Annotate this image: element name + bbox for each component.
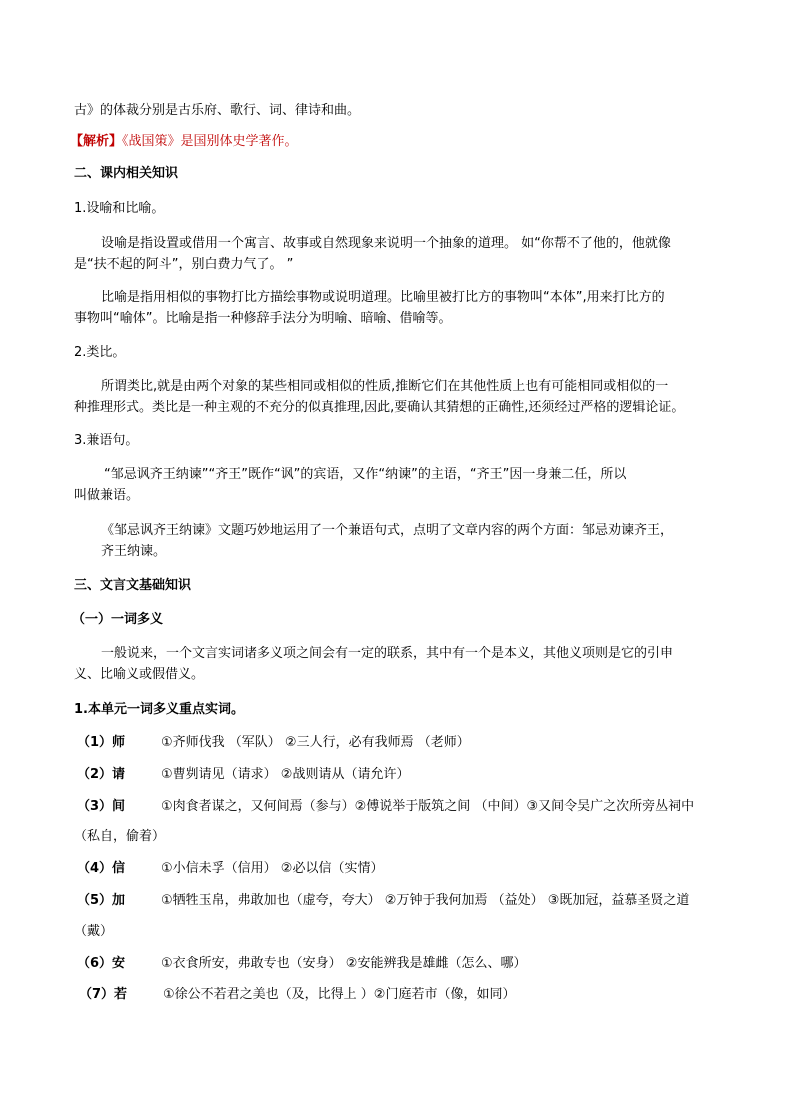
item-text: ①衣食所安，弗敢专也（安身） ②安能辨我是雄雌（怎么、哪） [161,956,527,971]
list-item [77,861,737,877]
paragraph-line: 所谓类比,就是由两个对象的某些相同或相似的性质,推断它们在其他性质上也有可能相同或相似的一 [101,379,669,394]
subsection-heading: （一）一词多义 [72,612,164,627]
item-text: ①肉食者谋之，又何间焉（参与）②傅说举于版筑之间 （中间）③又间令吴广之次所旁丛祠中 [161,799,695,814]
item-number: （3）间 [77,799,126,814]
item-number: （1）师 [77,735,126,750]
subsection-heading: 2.类比。 [74,345,126,360]
item-number: （6）安 [77,956,126,971]
item-text: ①齐师伐我 （军队） ②三人行，必有我师焉 （老师） [161,735,470,750]
item-text: ①徐公不若君之美也（及，比得上 ）②门庭若市（像，如同） [163,987,516,1002]
section-heading-3: 三、文言文基础知识 [74,578,192,593]
list-item [77,767,737,783]
analysis-text: 《战国策》是国别体史学著作。 [122,134,298,149]
paragraph-line: 设喻是指设置或借用一个寓言、故事或自然现象来说明一个抽象的道理。 如“你帮不了他的，他就像 [101,236,671,251]
list-item [77,956,737,972]
paragraph-line: 比喻是指用相似的事物打比方描绘事物或说明道理。比喻里被打比方的事物叫“本体”,用来打比方的 [101,290,665,305]
item-text: ①小信未孚（信用） ②必以信（实情） [161,861,384,876]
paragraph-line: 是“扶不起的阿斗”，别白费力气了。 ” [74,257,294,272]
list-item-continuation: （私自，偷着） [74,829,166,844]
item-text: ①曹刿请见（请求） ②战则请从（请允许） [161,767,410,782]
list-item [77,735,737,751]
subsection-heading: 3.兼语句。 [74,433,139,448]
analysis-tag: 【解析】 [70,134,123,149]
section-heading-2: 二、课内相关知识 [74,166,179,181]
item-number: （7）若 [79,987,128,1002]
text-line: 古》的体裁分别是古乐府、歌行、词、律诗和曲。 [74,103,361,118]
list-item [77,893,737,909]
item-number: （2）请 [77,767,126,782]
list-heading: 1.本单元一词多义重点实词。 [74,702,244,717]
list-item [77,799,737,815]
paragraph-line: “邹忌讽齐王纳谏”“齐王”既作“讽”的宾语，又作“纳谏”的主语，“齐王”因一身兼二任，所以 [104,467,627,482]
subsection-heading: 1.设喻和比喻。 [74,201,165,216]
paragraph-line: 《邹忌讽齐王纳谏》文题巧妙地运用了一个兼语句式，点明了文章内容的两个方面：邹忌劝谏齐王， [101,523,674,538]
item-number: （4）信 [77,861,126,876]
paragraph-line: 义、比喻义或假借义。 [74,667,205,682]
paragraph-line: 种推理形式。类比是一种主观的不充分的似真推理,因此,要确认其猜想的正确性,还须经过严格的逻辑论证。 [74,400,685,415]
list-item-continuation: （戴） [74,924,114,939]
paragraph-line: 一般说来，一个文言实词诸多义项之间会有一定的联系，其中有一个是本义，其他义项则是它的引申 [101,646,674,661]
analysis-line [70,134,730,150]
paragraph-line: 事物叫“喻体”。比喻是指一种修辞手法分为明喻、暗喻、借喻等。 [74,311,452,326]
list-item [79,987,739,1003]
item-text: ①牺牲玉帛，弗敢加也（虚夸，夸大） ②万钟于我何加焉 （益处） ③既加冠，益慕圣贤之道 [161,893,690,908]
item-number: （5）加 [77,893,126,908]
paragraph-line: 叫做兼语。 [74,488,140,503]
paragraph-line: 齐王纳谏。 [101,544,167,559]
